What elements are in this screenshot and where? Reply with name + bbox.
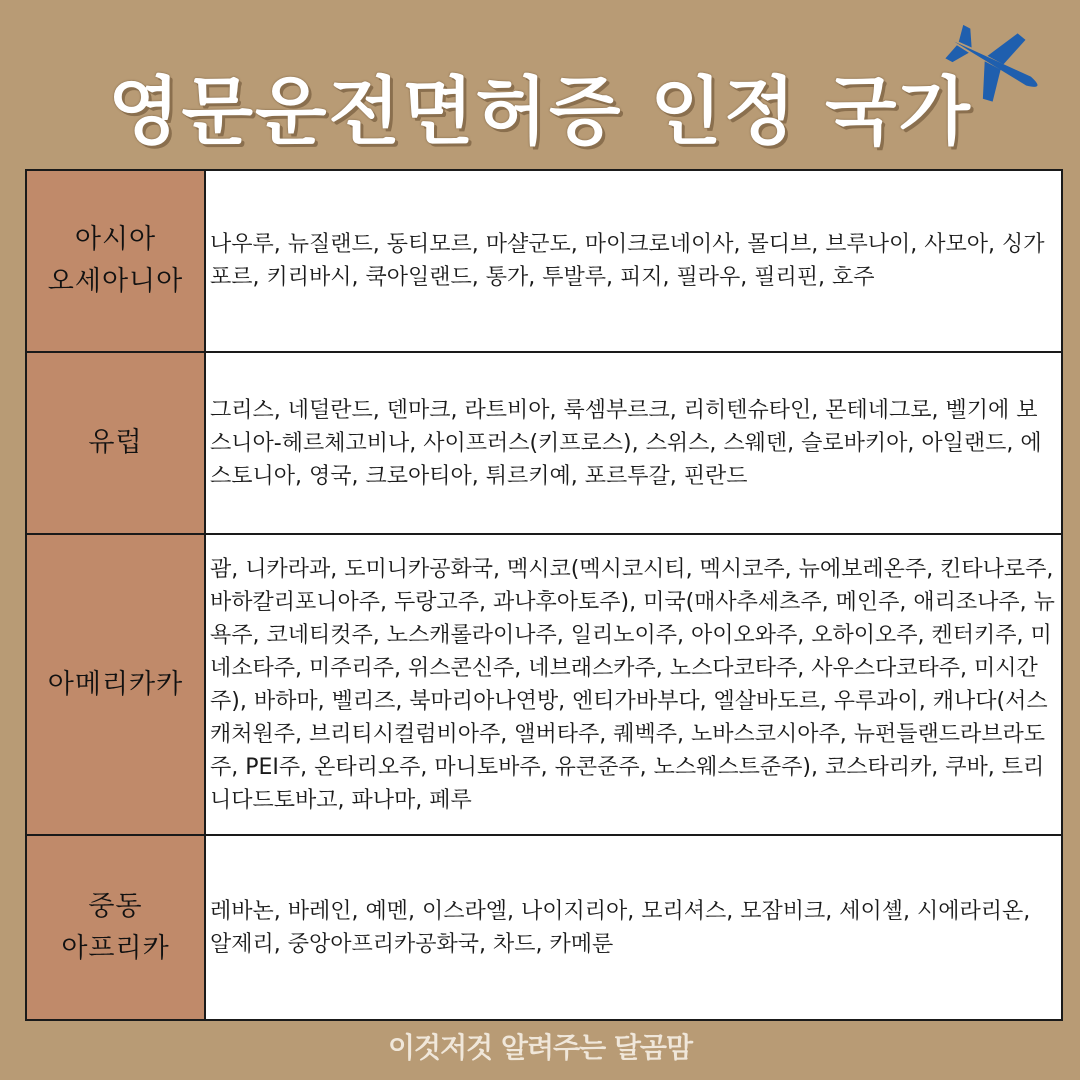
region-asia-oceania: 아시아 오세아니아 xyxy=(27,171,206,353)
countries-text: 레바논, 바레인, 예멘, 이스라엘, 나이지리아, 모리셔스, 모잠비크, 세이셸, 시에라리온, 알제리, 중앙아프리카공화국, 차드, 카메룬 xyxy=(210,898,1031,957)
countries-europe xyxy=(206,353,1061,535)
countries-text: 그리스, 네덜란드, 덴마크, 라트비아, 룩셈부르크, 리히텐슈타인, 몬테네그로, 벨기에 보스니아-헤르체고비나, 사이프러스(키프로스), 스위스, 스웨덴, 슬로바키아, 아일랜드, 에스토니아, 영국, 크로아티아, 튀르키예, 포르투갈, 핀란드 xyxy=(210,397,1042,489)
countries-middle-east-africa xyxy=(206,836,1061,1019)
region-europe: 유럽 xyxy=(27,353,206,535)
countries-asia-oceania xyxy=(206,171,1061,353)
countries-text: 나우루, 뉴질랜드, 동티모르, 마샬군도, 마이크로네이사, 몰디브, 브루나이, 사모아, 싱가포르, 키리바시, 쿡아일랜드, 통가, 투발루, 피지, 필라우, 필리핀, 호주 xyxy=(210,232,1045,290)
page-title: 영문운전면허증 인정 국가 xyxy=(108,69,972,155)
country-table xyxy=(25,169,1063,1021)
airplane-icon xyxy=(940,22,1064,112)
countries-text: 괌, 니카라과, 도미니카공화국, 멕시코(멕시코시티, 멕시코주, 뉴에보레온주, 킨타나로주, 바하칼리포니아주, 두랑고주, 과나후아토주), 미국(매사추세츠주, 메인주, 애리조나주, 뉴욕주, 코네티컷주, 노스캐롤라이나주, 일리노이주, 아이오와주, 오하이오주, 켄터키주, 미네소타주, 미주리주, 위스콘신주, 네브래스카주, 노스다코타주, 사우스다코타주, 미시간주), 바하마, 벨리즈, 북마리아나연방, 엔티가바부다, 엘살바도르, 우루과이, 캐나다(서스캐처원주, 브리티시컬럼비아주, 앨버타주, 퀘벡주, 노바스코시아주, 뉴펀들랜드라브라도주, PEI주, 온타리오주, 마니토바주, 유콘준주, 노스웨스트준주), 코스타리카, 쿠바, 트리니다드토바고, 파나마, 페루 xyxy=(210,556,1055,813)
region-america: 아메리카카 xyxy=(27,535,206,836)
region-middle-east-africa: 중동 아프리카 xyxy=(27,836,206,1019)
footer-credit: 이것저것 알려주는 달곰맘 xyxy=(387,1031,693,1064)
countries-america xyxy=(206,535,1061,836)
